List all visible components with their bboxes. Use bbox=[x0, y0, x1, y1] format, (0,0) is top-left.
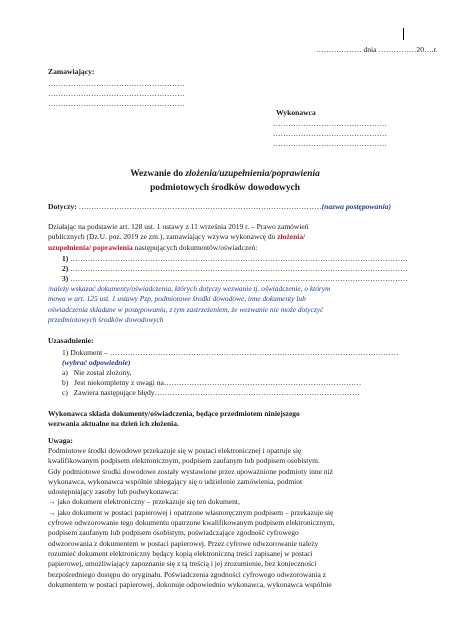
zamawiajacy-line: ……………………………………………… bbox=[48, 89, 185, 98]
wykonawca-line: ……………………………………… bbox=[273, 119, 387, 128]
date-line: ……………… dnia ……………20….r. bbox=[316, 45, 438, 54]
instruction-note: /należy wskazać dokumenty/oświadczenia, których dotyczy wezwanie tj. oświadczenie, o którym mowa w art. 125 ust. 1 ustawy Pzp, podmiotowe środki dowodowe, inne dokumenty lub oświadczenia składane w postępowaniu, z tym zastrzeżeniem, że wezwanie nie może dotyczyć przedmiotowych środków dowodowych bbox=[48, 284, 331, 324]
uwaga-paragraph: Podmiotowe środki dowodowe przekazuje się w postaci elektronicznej i opatruje się kwalifikowanym podpisem elektronicznym, podpisem zaufanym lub podpisem osobistym. Gdy podmiotowe środki dowodowe zostały wystawione przez upoważnione podmioty inne niż wykonawca, wykonawca wspólnie ubiegający się o udzielenie zamówienia, podmiot udostępniający zasoby lub podwykonawca: → jako dokument elektroniczny – przekazuje się ten dokument, → jako dokument w postaci papierowej i opatrzone własnoręcznym podpisem – przekazuje się cyfrowe odwzorowanie tego dokumentu opatrzone kwalifikowanym podpisem elektronicznym, podpisem zaufanym lub podpisem osobistym, poświadczające zgodność cyfrowego odwzorowania z dokumentem w postaci papierowej. Przez cyfrowe odwzorowanie należy rozumieć dokument elektroniczny będący kopią elektroniczną treści zapisanej w postaci papierowej, umożliwiający zapoznanie się z tą treścią i jej zrozumienie, bez konieczności bezpośredniego dostępu do oryginału. Poświadczenia zgodności cyfrowego odwzorowania z dokumentem w postaci papierowej, dokonuje odpowiednio wykonawca, wykonawca wspólnie bbox=[48, 446, 335, 589]
wykonawca-label: Wykonawca bbox=[276, 108, 316, 117]
option-item: c) Zawiera następujące błędy……………………………………………………………………… bbox=[62, 388, 360, 397]
wykonawca-line: ……………………………………… bbox=[273, 129, 387, 138]
text-cursor bbox=[403, 28, 404, 40]
page-title-line2: podmiotowych środków dowodowych bbox=[150, 183, 300, 193]
dotyczy-line: Dotyczy: ……………………………………………………………………………………(nazwa postępowania) bbox=[48, 202, 392, 211]
zamawiajacy-label: Zamawiający: bbox=[48, 67, 95, 76]
option-item: b) Jest niekompletny z uwagi na…………………………………………………………………… bbox=[62, 378, 362, 387]
zamawiajacy-line: ……………………………………………… bbox=[48, 79, 185, 88]
list-item: 2) ……………………………………………………………………………………………………………………… bbox=[62, 264, 408, 273]
option-item: a) Nie został złożony, bbox=[62, 368, 132, 377]
page-title: Wezwanie do złożenia/uzupełnienia/poprawienia bbox=[130, 169, 320, 179]
wybrac-hint: (wybrać odpowiednie) bbox=[62, 358, 131, 367]
wykonawca-line: ……………………………………… bbox=[273, 139, 387, 148]
uzasadnienie-item: 1) Dokument – …………………………………………………………………………………………………… bbox=[62, 348, 399, 357]
list-item: 3) ……………………………………………………………………………………………………………………… bbox=[62, 274, 408, 283]
statement-paragraph: Wykonawca składa dokumenty/oświadczenia, będące przedmiotem niniejszego wezwania aktualne na dzień ich złożenia. bbox=[48, 409, 300, 429]
intro-paragraph: Działając na podstawie art. 128 ust. 1 ustawy z 11 września 2019 r. – Prawo zamówień publicznych (Dz.U. poz. 2019 ze zm.), zamawiający wzywa wykonawcę do złożenia/ uzupełnienia/ poprawienia następujących dokumentów/oświadczeń: bbox=[48, 222, 309, 252]
zamawiajacy-line: ……………………………………………… bbox=[48, 99, 185, 108]
list-item: 1) ……………………………………………………………………………………………………………………… bbox=[62, 254, 408, 263]
uzasadnienie-label: Uzasadnienie: bbox=[48, 336, 94, 345]
uwaga-label: Uwaga: bbox=[48, 436, 73, 445]
